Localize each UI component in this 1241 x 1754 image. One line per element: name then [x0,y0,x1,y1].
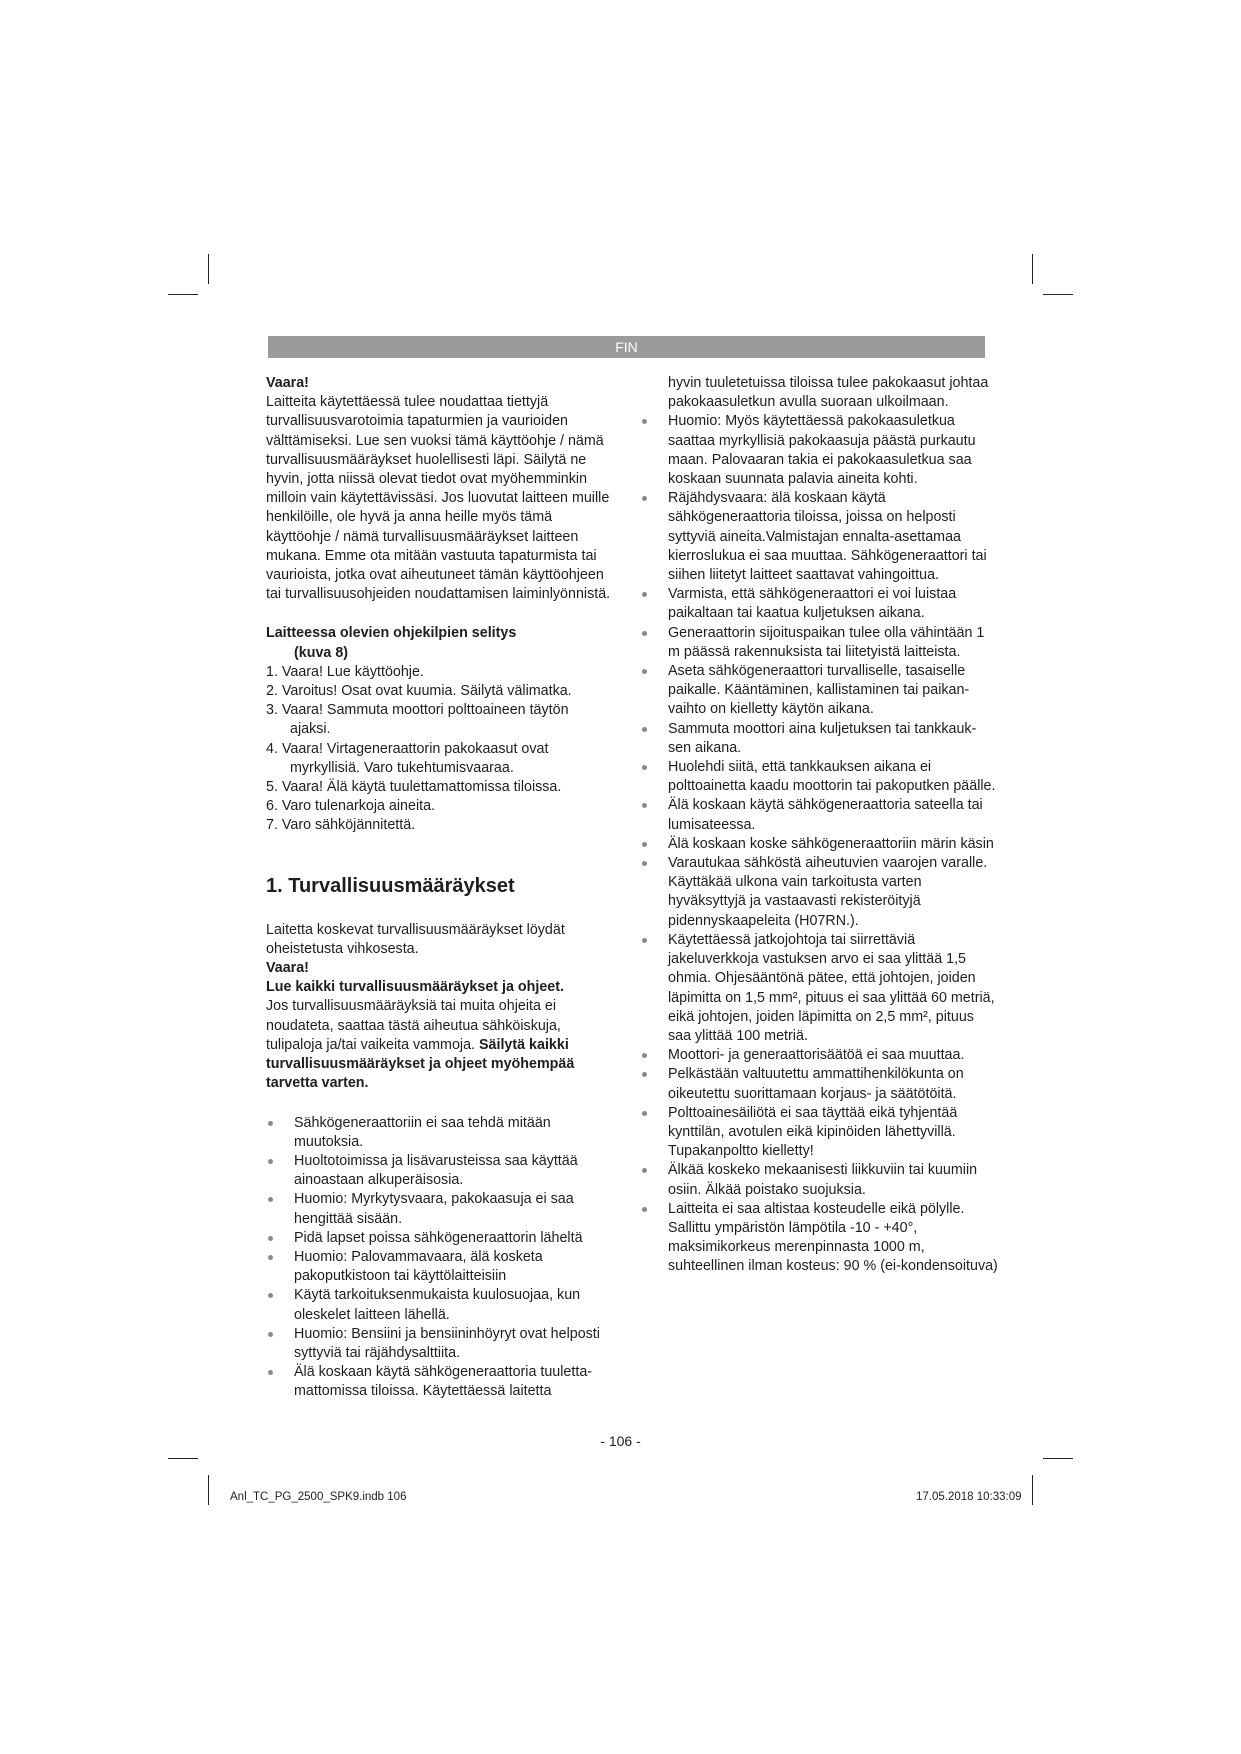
warning-text: Laitteita käytettäessä tulee noudattaa tiettyjä turvallisuusvarotoimia tapaturmien ja vaurioiden välttämiseksi. Lue sen vuoksi tämä käyttöohje / nämä turvallisuusmääräykset huolellisesti läpi. Säilytä ne hyvin, jotta niissä olevat tiedot ovat myöhemminkin milloin vain käytettävissäsi. Jos luovutat laitteen muille henkilöille, ole hyvä ja anna heille myös tämä käyttöohje / nämä turvallisuusmääräykset laitteen mukana. Emme ota mitään vastuuta tapaturmista tai vaurioista, jotka ovat aiheutuneet tämän käyttöohjeen tai turvallisuusohjeiden noudattamisen laiminlyönnistä. [266,394,611,603]
legend-item: 7. Varo sähköjännitettä. [266,817,416,834]
bullet-icon [268,1255,273,1260]
bullet-icon [642,1111,647,1116]
list-item: Varmista, että sähkögeneraattori ei voi luistaa paikaltaan tai kaatua kuljetuksen aikana. [640,585,998,623]
legend-item: 3. Vaara! Sammuta moottori polttoaineen täytön ajaksi. [266,702,569,738]
list-item: Aseta sähkögeneraattori turvalliselle, tasaiselle paikalle. Kääntäminen, kallistaminen tai paikan-vaihto on kielletty käytön aikana. [640,662,998,720]
crop-mark [208,1475,209,1505]
list-item: Älä koskaan käytä sähkögeneraattoria sateella tai lumisateessa. [640,796,998,834]
list-item: Älkää koskeko mekaanisesti liikkuviin tai kuumiin osiin. Älkää poistako suojuksia. [640,1161,998,1199]
language-header-bar: FIN [268,336,985,358]
crop-mark [1043,294,1073,295]
list-item: Älä koskaan käytä sähkögeneraattoria tuuletta-mattomissa tiloissa. Käytettäessä laitetta [266,1363,612,1401]
list-item: Huomio: Myrkytysvaara, pakokaasuja ei saa hengittää sisään. [266,1190,612,1228]
legend-item: 6. Varo tulenarkoja aineita. [266,798,436,815]
list-item: Sammuta moottori aina kuljetuksen tai tankkauk-sen aikana. [640,720,998,758]
list-item: Huomio: Palovammavaara, älä kosketa pakoputkistoon tai käyttölaitteisiin [266,1248,612,1286]
list-item: Käytä tarkoituksenmukaista kuulosuojaa, kun oleskelet laitteen lähellä. [266,1286,612,1324]
list-item: Moottori- ja generaattorisäätöä ei saa muuttaa. [640,1046,998,1065]
bullet-icon [268,1197,273,1202]
warning2-bold-end: Säilytä kaikki turvallisuusmääräykset ja ohjeet myöhempää tarvetta varten. [266,1036,575,1092]
list-item: Huomio: Bensiini ja bensiininhöyryt ovat helposti syttyviä tai räjähdysalttiita. [266,1325,612,1363]
bullet-icon [268,1159,273,1164]
list-item: Huolehdi siitä, että tankkauksen aikana ei polttoainetta kaadu moottorin tai pakoputken päälle. [640,758,998,796]
warning-title: Vaara! [266,375,309,391]
list-item: Räjähdysvaara: älä koskaan käytä sähkögeneraattoria tiloissa, joissa on helposti syttyviä aineita.Valmistajan ennalta-asettamaa kierroslukua ei saa muuttaa. Sähkögeneraattori tai siihen liitetyt laitteet saattavat vahingoittua. [640,489,998,585]
crop-mark [168,294,198,295]
list-item: Generaattorin sijoituspaikan tulee olla vähintään 1 m päässä rakennuksista tai liitetyistä laitteista. [640,624,998,662]
warning2-text: Jos turvallisuusmääräyksiä tai muita ohjeita ei noudateta, saattaa tästä aiheutua sähköiskuja, tulipaloja ja/tai vaikeita vammoja. [266,998,561,1053]
left-column [266,374,612,1402]
bullet-icon [642,592,647,597]
list-item: Varautukaa sähköstä aiheutuvien vaarojen varalle. Käyttäkää ulkona vain tarkoitusta varten hyväksyttyjä ja vastaavasti rekisteröityjä pidennyskaapeleita (H07RN.). [640,854,998,931]
legend-subtitle: (kuva 8) [294,644,349,661]
bullet-icon [642,1168,647,1173]
bullet-icon [642,765,647,770]
crop-mark [208,254,209,284]
warning2-title: Vaara! [266,960,309,977]
bullet-icon [268,1121,273,1126]
bullet-icon [642,803,647,808]
list-item: Laitteita ei saa altistaa kosteudelle eikä pölylle. Sallittu ympäristön lämpötila -10 - +40°, maksimikorkeus merenpinnasta 1000 m, suhteellinen ilman kosteus: 90 % (ei-kondensoituva) [640,1200,998,1277]
list-item: Huoltotoimissa ja lisävarusteissa saa käyttää ainoastaan alkuperäisosia. [266,1152,612,1190]
list-item: Huomio: Myös käytettäessä pakokaasuletkua saattaa myrkyllisiä pakokaasuja päästä purkautu maan. Palovaaran takia ei pakokaasuletkua saa koskaan suunnata palavia aineita kohti. [640,412,998,489]
bullet-icon [268,1293,273,1298]
list-item: Pelkästään valtuutettu ammattihenkilökunta on oikeutettu suorittamaan korjaus- ja säätötöitä. [640,1065,998,1103]
bullet-icon [268,1370,273,1375]
bullet-icon [642,631,647,636]
bullet-icon [642,669,647,674]
crop-mark [1032,1475,1033,1505]
continuation-text: hyvin tuuletetuissa tiloissa tulee pakokaasut johtaa pakokaasuletkun avulla suoraan ulkoilmaan. [668,375,989,411]
list-item: Sähkögeneraattoriin ei saa tehdä mitään muutoksia. [266,1114,612,1152]
bullet-icon [642,419,647,424]
safety-bullet-list [266,1114,612,1402]
list-item: Pidä lapset poissa sähkögeneraattorin läheltä [266,1229,612,1248]
bullet-icon [268,1332,273,1337]
legend-list [266,663,612,836]
intro-text: Laitetta koskevat turvallisuusmääräykset löydät oheistetusta vihkosesta. [266,921,565,957]
safety-bullet-list-continued [640,412,998,1276]
section-title: 1. Turvallisuusmääräykset [266,874,515,897]
bullet-icon [642,842,647,847]
warning2-bold: Lue kaikki turvallisuusmääräykset ja ohjeet. [266,979,564,996]
list-item: Polttoainesäiliötä ei saa täyttää eikä tyhjentää kynttilän, avotulen eikä kipinöiden lähettyvillä. Tupakanpoltto kielletty! [640,1104,998,1162]
print-datetime: 17.05.2018 10:33:09 [916,1491,1022,1503]
legend-item: 1. Vaara! Lue käyttöohje. [266,663,424,680]
bullet-icon [642,938,647,943]
legend-item: 2. Varoitus! Osat ovat kuumia. Säilytä välimatka. [266,683,572,700]
print-file-name: Anl_TC_PG_2500_SPK9.indb 106 [230,1491,407,1503]
bullet-icon [642,727,647,732]
crop-mark [168,1458,198,1459]
legend-item: 4. Vaara! Virtageneraattorin pakokaasut ovat myrkyllisiä. Varo tukehtumisvaaraa. [266,740,549,776]
bullet-icon [268,1236,273,1241]
bullet-icon [642,1072,647,1077]
legend-item: 5. Vaara! Älä käytä tuulettamattomissa tiloissa. [266,779,562,796]
warning2-paragraph [266,997,612,1093]
legend-title: Laitteessa olevien ohjekilpien selitys [266,625,517,642]
bullet-icon [642,1053,647,1058]
list-item: Älä koskaan koske sähkögeneraattoriin märin käsin [640,835,998,854]
page-number: - 106 - [600,1433,641,1449]
bullet-icon [642,496,647,501]
crop-mark [1043,1458,1073,1459]
bullet-icon [642,1207,647,1212]
list-item: Käytettäessä jatkojohtoja tai siirrettäviä jakeluverkkoja vastuksen arvo ei saa ylittää 1,5 ohmia. Ohjesääntönä pätee, että johtojen, joiden läpimitta on 1,5 mm², pituus ei saa ylittää 60 metriä, eikä johtojen, joiden läpimitta on 2,5 mm², pituus saa ylittää 100 metriä. [640,931,998,1046]
crop-mark [1032,254,1033,284]
bullet-icon [642,861,647,866]
right-column [668,374,998,1277]
